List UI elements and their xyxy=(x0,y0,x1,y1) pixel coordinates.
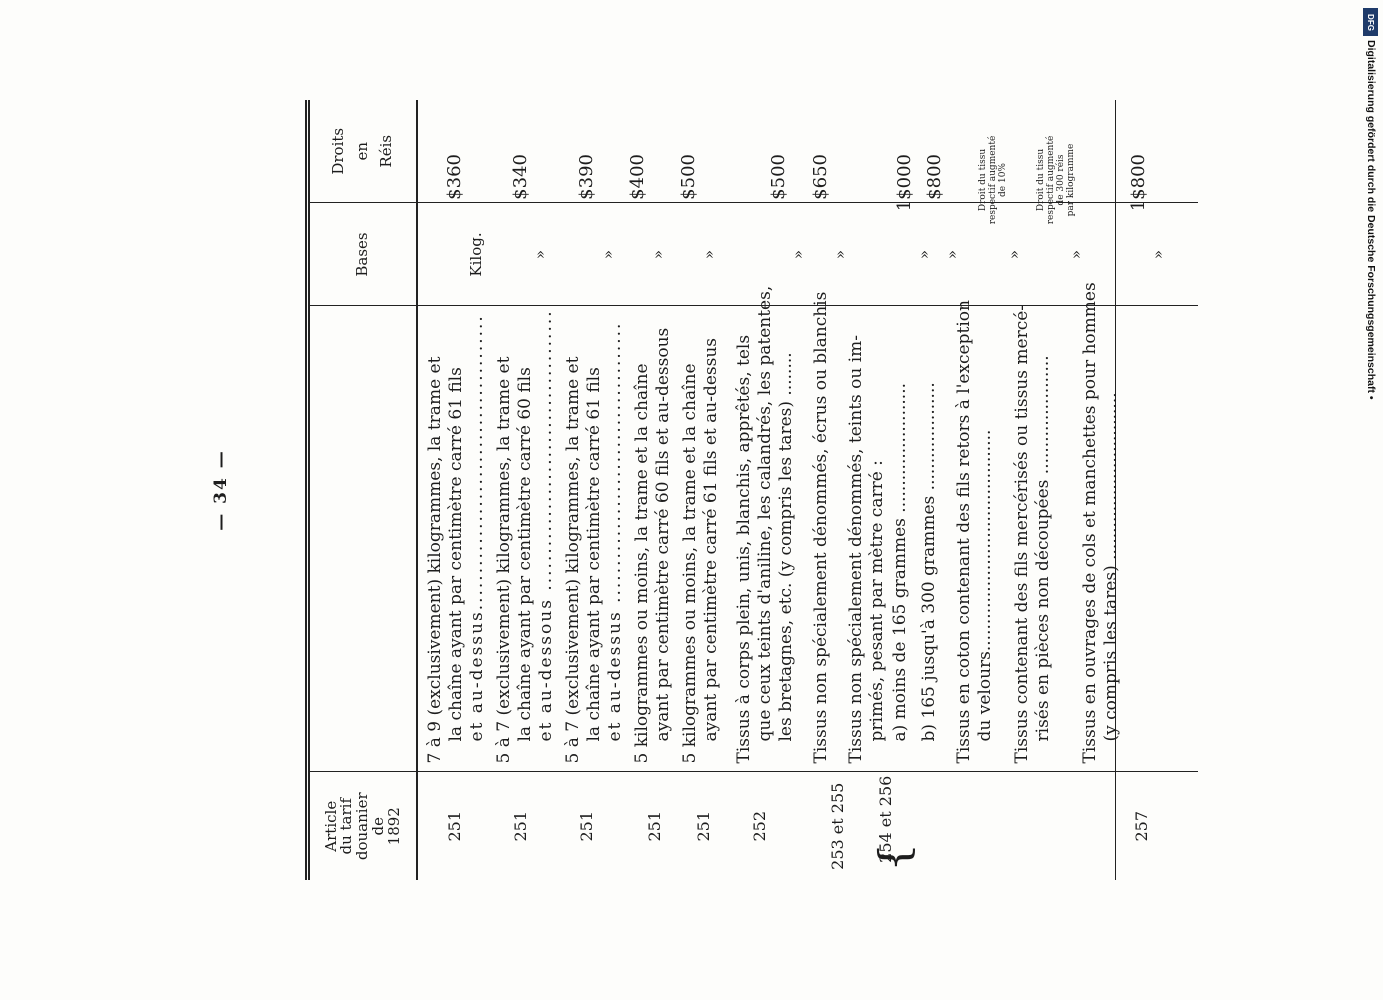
base-cell: » xyxy=(700,249,718,260)
description-line: et au-dessous ...................................... xyxy=(536,309,556,742)
duty-note-line: de 300 réis xyxy=(1056,154,1066,206)
header-duties-line: Droits xyxy=(329,127,348,175)
table-body-row xyxy=(417,100,1198,880)
bases-stack xyxy=(418,204,1198,306)
base-cell: » xyxy=(1067,249,1085,260)
description-line: a) moins de 165 grammes ........................ xyxy=(890,382,910,742)
tariff-table xyxy=(305,100,1167,880)
header-article-line: Article xyxy=(321,800,340,852)
description-line: la chaîne ayant par centimètre carré 60 fils xyxy=(515,367,535,742)
article-cell: 253 et 255 xyxy=(828,782,847,870)
description-line: Tissus non spécialement dénommés, teints ou im- xyxy=(846,334,866,764)
list-item xyxy=(632,311,674,764)
list-item xyxy=(563,311,626,764)
duty-note-line: respectif augmenté xyxy=(988,135,998,225)
digitization-watermark xyxy=(1359,40,1379,430)
header-duties-line: Réis xyxy=(376,134,395,168)
description-line: Tissus non spécialement dénommés, écrus ou blanchis xyxy=(811,291,831,764)
duty-cell: $400 xyxy=(627,154,648,200)
article-cell: 257 xyxy=(1132,810,1151,842)
duty-cell: $800 xyxy=(924,154,945,200)
header-article-line: douanier xyxy=(353,792,372,861)
article-cell: 251 xyxy=(445,810,464,842)
duty-note-line: respectif augmenté xyxy=(1046,135,1056,225)
header-bases: Bases xyxy=(310,203,417,306)
description-line: 5 à 7 (exclusivement) kilogrammes, la trame et xyxy=(563,356,583,764)
description-line: Tissus en ouvrages de cols et manchettes pour hommes xyxy=(1080,282,1100,764)
duty-note-line: par kilogramme xyxy=(1066,143,1076,217)
article-column xyxy=(417,772,1198,880)
list-item xyxy=(846,311,888,764)
duty-cell: $650 xyxy=(810,154,831,200)
article-cell: 251 xyxy=(577,810,596,842)
description-line: b) 165 jusqu'à 300 grammes .................... xyxy=(919,382,939,742)
description-line: 5 à 7 (exclusivement) kilogrammes, la trame et xyxy=(494,356,514,764)
list-item xyxy=(890,311,911,764)
duty-cell: 1$000 xyxy=(894,154,915,212)
list-item xyxy=(1080,282,1122,764)
description-line: ayant par centimètre carré 61 fils et au-dessus xyxy=(701,337,721,742)
description-line: et au-dessus........................................ xyxy=(467,314,487,742)
base-cell: » xyxy=(789,249,807,260)
description-line: les bretagnes, etc. (y compris les tares) ........ xyxy=(776,352,796,742)
watermark-text: Digitalisierung gefördert durch die Deutsche Forschungsgemeinschaft • xyxy=(1365,40,1377,400)
description-line: 5 kilogrammes ou moins, la trame et la chaîne xyxy=(680,363,700,764)
list-item xyxy=(680,311,722,764)
list-item xyxy=(425,311,488,764)
duty-cell: $500 xyxy=(678,154,699,200)
list-item xyxy=(734,285,797,764)
article-cell: 251 xyxy=(694,810,713,842)
base-cell: » xyxy=(943,249,961,260)
rotated-page xyxy=(200,100,1167,880)
duty-cell: 1$800 xyxy=(1128,154,1149,212)
article-cell: 252 xyxy=(750,810,769,842)
duty-note xyxy=(1036,132,1076,228)
description-line: (y compris les tares) ............................... xyxy=(1101,392,1121,742)
description-line: ayant par centimètre carré 60 fils et au-dessous xyxy=(653,327,673,742)
description-line: 7 à 9 (exclusivement) kilogrammes, la trame et xyxy=(425,356,445,764)
base-cell: » xyxy=(915,249,933,260)
header-article-line: du tarif xyxy=(337,797,356,855)
duty-cell: $390 xyxy=(576,154,597,200)
description-line: la chaîne ayant par centimètre carré 61 fils xyxy=(584,367,604,742)
header-article-line: de xyxy=(368,817,387,836)
duties-stack xyxy=(418,128,1198,225)
article-cell: 251 xyxy=(511,810,530,842)
description-line: et au-dessus ...................................... xyxy=(605,321,625,742)
dfg-logo-text: DFG xyxy=(1366,13,1376,31)
base-cell: Kilog. xyxy=(467,232,485,277)
description-column xyxy=(417,282,1198,772)
base-cell: » xyxy=(531,249,549,260)
base-cell: » xyxy=(649,249,667,260)
article-cell-group xyxy=(871,773,1131,881)
description-line: la chaîne ayant par centimètre carré 61 fils xyxy=(446,367,466,742)
description-line: Tissus contenant des fils mercérisés ou tissus mercé- xyxy=(1012,304,1032,764)
description-line: 5 kilogrammes ou moins, la trame et la chaîne xyxy=(632,363,652,764)
duty-cell: $500 xyxy=(768,154,789,200)
dfg-logo-icon xyxy=(1363,8,1378,36)
header-article xyxy=(310,772,417,880)
article-cell: 251 xyxy=(645,810,664,842)
page-number: — 34 — xyxy=(211,449,231,531)
header-duties-line: en xyxy=(353,141,372,161)
duties-column xyxy=(417,100,1198,225)
duty-cell: $340 xyxy=(510,154,531,200)
bases-column xyxy=(417,203,1198,306)
description-line: primés, pesant par mètre carré : xyxy=(867,460,887,742)
duty-cell: $360 xyxy=(444,154,465,200)
description-line: Tissus à corps plein, unis, blanchis, apprêtés, tels xyxy=(734,334,754,764)
description-line: Tissus en coton contenant des fils retors à l'exception xyxy=(954,300,974,764)
description-line: que ceux teints d'aniline, les calandrés, les patentes, xyxy=(755,285,775,742)
duty-note-line: Droit du tissu xyxy=(1036,148,1046,212)
description-line: risés en pièces non découpées ...................... xyxy=(1033,355,1053,742)
list-item xyxy=(919,311,940,764)
article-cell: 254 et 256 xyxy=(876,775,895,863)
base-cell: » xyxy=(831,249,849,260)
list-item xyxy=(811,291,832,764)
list-item xyxy=(1012,304,1054,764)
header-description xyxy=(310,306,417,772)
duty-note xyxy=(978,132,1008,228)
base-cell: » xyxy=(1149,249,1167,260)
list-item xyxy=(494,311,557,764)
brace-icon: { xyxy=(869,842,919,872)
header-article-line: 1892 xyxy=(384,807,403,846)
duty-note-line: de 10% xyxy=(998,163,1008,197)
table-header-row xyxy=(310,100,417,880)
description-line: du velours......................................... xyxy=(975,429,995,742)
header-duties xyxy=(310,100,417,203)
base-cell: » xyxy=(1005,249,1023,260)
base-cell: » xyxy=(599,249,617,260)
list-item xyxy=(954,300,996,764)
duty-note-line: Droit du tissu xyxy=(978,148,988,212)
